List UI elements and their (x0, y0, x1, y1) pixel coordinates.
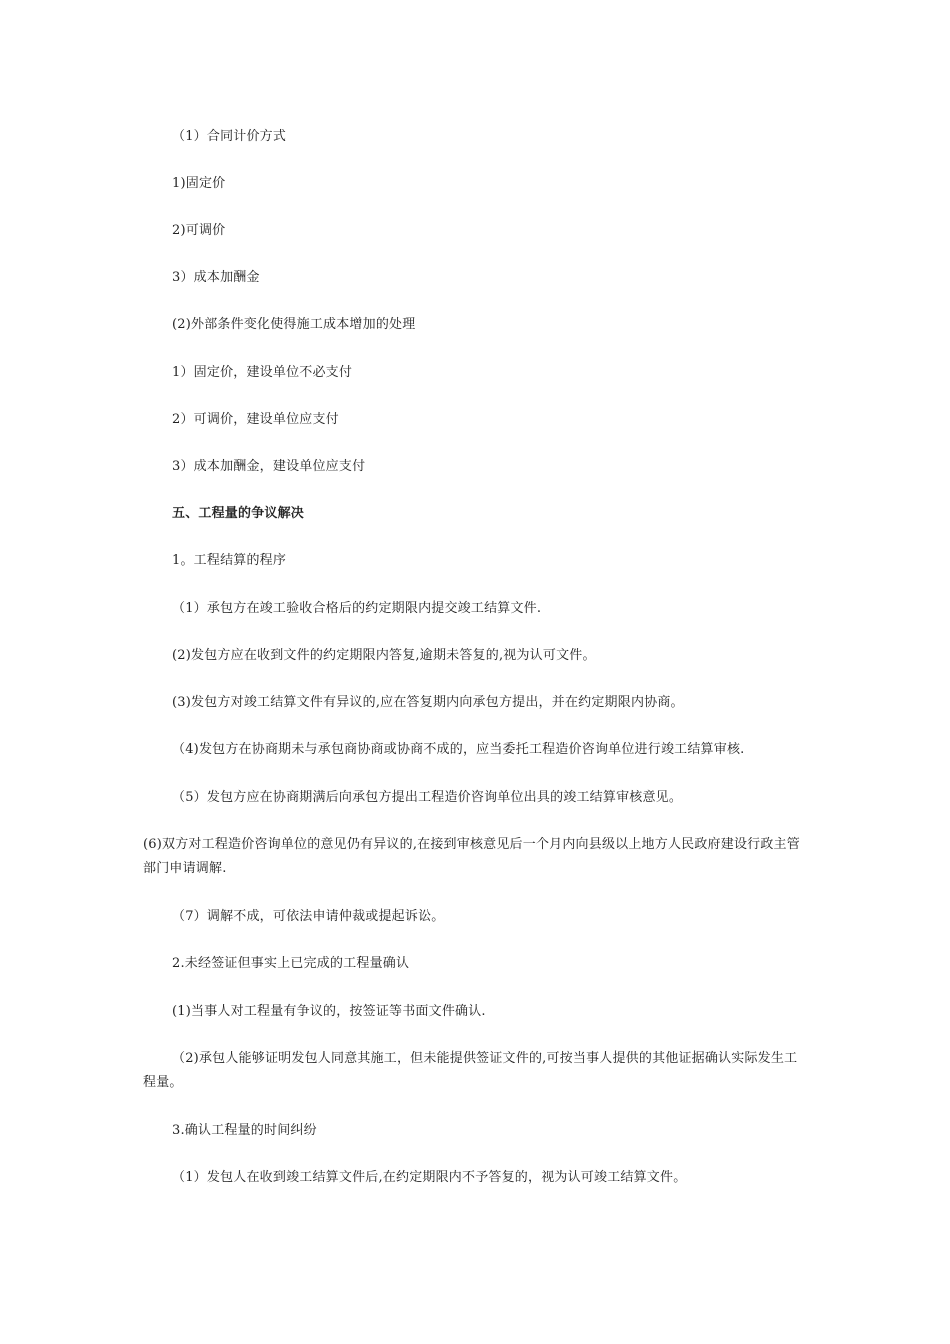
subheading-time-disputes: 3.确认工程量的时间纠纷 (172, 1123, 317, 1138)
paragraph-procedure-4: （4)发包方在协商期未与承包商协商或协商不成的，应当委托工程造价咨询单位进行竣工结算审核. (172, 742, 745, 757)
paragraph-time-1: （1）发包人在收到竣工结算文件后,在约定期限内不予答复的，视为认可竣工结算文件。 (172, 1170, 687, 1185)
paragraph-procedure-3: (3)发包方对竣工结算文件有异议的,应在答复期内向承包方提出，并在约定期限内协商。 (172, 695, 684, 710)
paragraph-fixed-price-handling: 1）固定价，建设单位不必支付 (172, 365, 353, 380)
paragraph-fixed-price: 1)固定价 (172, 176, 226, 191)
subheading-settlement-procedure: 1。工程结算的程序 (172, 553, 287, 568)
paragraph-procedure-5: （5）发包方应在协商期满后向承包方提出工程造价咨询单位出具的竣工结算审核意见。 (172, 790, 683, 805)
subheading-unsigned-quantity: 2.未经签证但事实上已完成的工程量确认 (172, 956, 410, 971)
paragraph-cost-plus-handling: 3）成本加酬金，建设单位应支付 (172, 459, 366, 474)
paragraph-unsigned-2: （2)承包人能够证明发包人同意其施工，但未能提供签证文件的,可按当事人提供的其他证据确认实际发生工程量。 (143, 1051, 798, 1090)
paragraph-procedure-1: （1）承包方在竣工验收合格后的约定期限内提交竣工结算文件. (172, 601, 542, 616)
paragraph-unsigned-1: (1)当事人对工程量有争议的，按签证等书面文件确认. (172, 1004, 486, 1019)
paragraph-contract-pricing: （1）合同计价方式 (172, 129, 287, 144)
paragraph-procedure-7: （7）调解不成，可依法申请仲裁或提起诉讼。 (172, 909, 445, 924)
paragraph-adjustable-price: 2)可调价 (172, 223, 226, 238)
section-heading-quantity-disputes: 五、工程量的争议解决 (172, 506, 305, 521)
paragraph-procedure-2: (2)发包方应在收到文件的约定期限内答复,逾期未答复的,视为认可文件。 (172, 648, 596, 663)
paragraph-external-conditions: (2)外部条件变化使得施工成本增加的处理 (172, 317, 416, 332)
paragraph-cost-plus: 3）成本加酬金 (172, 270, 260, 285)
paragraph-procedure-6: (6)双方对工程造价咨询单位的意见仍有异议的,在接到审核意见后一个月内向县级以上地方人民政府建设行政主管部门申请调解. (143, 837, 800, 876)
paragraph-adjustable-price-handling: 2）可调价，建设单位应支付 (172, 412, 339, 427)
